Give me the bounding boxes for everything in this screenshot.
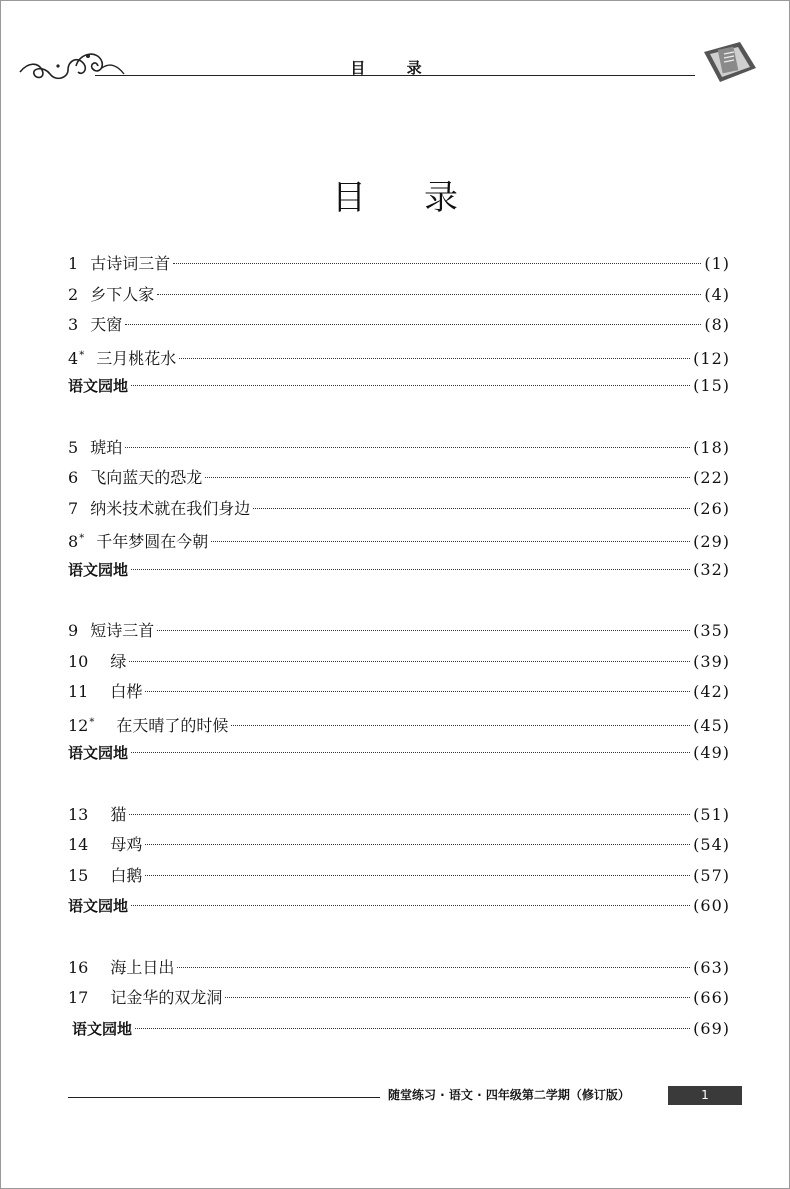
dot-leader xyxy=(125,324,701,325)
toc-entry-title: 白鹅 xyxy=(110,865,143,885)
toc-entry[interactable] xyxy=(68,616,730,647)
toc-entry-page: (29) xyxy=(693,532,730,551)
toc-entry-number: 2 xyxy=(68,284,79,304)
toc-entry-title: 语文园地 xyxy=(68,744,129,762)
dot-leader xyxy=(231,725,690,726)
dot-leader xyxy=(253,508,690,509)
toc-entry-title: 琥珀 xyxy=(90,437,123,457)
toc-entry-page: (12) xyxy=(693,348,730,368)
toc-entry-title: 语文园地 xyxy=(68,377,129,395)
dot-leader xyxy=(145,691,690,692)
toc-entry-page: (66) xyxy=(693,988,730,1007)
toc-entry-yuwen-garden[interactable] xyxy=(68,371,730,402)
toc-entry-page: (15) xyxy=(693,376,730,395)
toc-entry[interactable] xyxy=(68,830,730,861)
toc-entry[interactable] xyxy=(68,983,730,1014)
toc-entry-page: (60) xyxy=(693,896,730,915)
dot-leader xyxy=(129,661,690,662)
toc-entry-title: 飞向蓝天的恐龙 xyxy=(90,468,203,487)
toc-entry-number: 7 xyxy=(68,498,79,518)
toc-group xyxy=(68,249,730,402)
toc-entry[interactable] xyxy=(68,800,730,831)
dot-leader xyxy=(125,447,690,448)
toc-entry-title: 母鸡 xyxy=(110,835,143,854)
toc-group xyxy=(68,953,730,1045)
toc-entry-page: (8) xyxy=(704,315,730,334)
toc-entry-number: 4* xyxy=(68,348,85,368)
dot-leader xyxy=(135,1028,690,1029)
footer-book-title: 随堂练习 · 语文 · 四年级第二学期（修订版） xyxy=(388,1088,630,1102)
toc-entry[interactable] xyxy=(68,433,730,464)
toc-entry-page: (49) xyxy=(693,743,730,762)
dot-leader xyxy=(205,477,690,478)
toc-entry[interactable] xyxy=(68,249,730,280)
toc-entry-title: 海上日出 xyxy=(110,957,175,977)
book-scroll-icon xyxy=(700,38,760,86)
dot-leader xyxy=(225,997,690,998)
toc-entry-yuwen-garden[interactable] xyxy=(68,555,730,586)
dot-leader xyxy=(145,875,690,876)
toc-entry-page: (39) xyxy=(693,651,730,671)
toc-entry[interactable] xyxy=(68,524,730,555)
table-of-contents xyxy=(68,249,730,1044)
toc-entry-title: 古诗词三首 xyxy=(90,254,171,273)
dot-leader xyxy=(131,385,690,386)
dot-leader xyxy=(131,905,690,906)
toc-entry-number: 12* xyxy=(68,715,95,735)
toc-entry-title: 猫 xyxy=(110,804,127,824)
toc-entry-page: (45) xyxy=(693,715,730,735)
toc-entry-page: (32) xyxy=(693,559,730,579)
toc-entry-title: 绿 xyxy=(110,651,127,671)
toc-entry-page: (63) xyxy=(693,957,730,977)
toc-entry-yuwen-garden[interactable] xyxy=(68,891,730,922)
toc-entry[interactable] xyxy=(68,341,730,372)
toc-entry-title: 乡下人家 xyxy=(90,284,155,304)
toc-entry-number: 6 xyxy=(68,468,79,487)
toc-entry-page: (54) xyxy=(693,835,730,854)
toc-entry-title: 在天晴了的时候 xyxy=(116,715,229,735)
toc-entry-number: 15 xyxy=(68,865,89,885)
dot-leader xyxy=(157,630,690,631)
dot-leader xyxy=(131,569,690,570)
toc-entry-number: 5 xyxy=(68,437,79,457)
toc-entry-number: 14 xyxy=(68,835,89,854)
optional-lesson-star: * xyxy=(79,349,85,361)
dot-leader xyxy=(131,752,690,753)
page-number: 1 xyxy=(668,1086,742,1105)
toc-entry-title: 语文园地 xyxy=(68,897,129,915)
toc-entry[interactable] xyxy=(68,708,730,739)
toc-entry-title: 语文园地 xyxy=(72,1019,133,1038)
optional-lesson-star: * xyxy=(89,716,95,728)
toc-entry-title: 短诗三首 xyxy=(90,621,155,640)
toc-entry-title: 纳米技术就在我们身边 xyxy=(90,498,251,518)
toc-entry-number: 16 xyxy=(68,957,89,977)
toc-entry-page: (57) xyxy=(693,865,730,885)
toc-entry[interactable] xyxy=(68,953,730,984)
toc-entry-yuwen-garden[interactable] xyxy=(68,1014,730,1045)
toc-entry-number: 11 xyxy=(68,682,89,701)
toc-entry-page: (22) xyxy=(693,468,730,487)
footer-rule xyxy=(68,1097,380,1098)
page-title: 目录 xyxy=(332,178,516,218)
dot-leader xyxy=(177,967,690,968)
toc-entry-title: 语文园地 xyxy=(68,560,129,579)
toc-entry-page: (1) xyxy=(704,254,730,273)
toc-group xyxy=(68,616,730,769)
toc-entry[interactable] xyxy=(68,494,730,525)
toc-entry-number: 1 xyxy=(68,254,79,273)
toc-entry-page: (35) xyxy=(693,621,730,640)
toc-entry[interactable] xyxy=(68,280,730,311)
toc-entry-page: (4) xyxy=(704,284,730,304)
toc-entry-page: (69) xyxy=(693,1018,730,1038)
toc-entry-title: 记金华的双龙洞 xyxy=(110,988,223,1007)
toc-entry-yuwen-garden[interactable] xyxy=(68,738,730,769)
toc-entry-title: 白桦 xyxy=(110,682,143,701)
dot-leader xyxy=(173,263,701,264)
dot-leader xyxy=(211,541,690,542)
toc-entry[interactable] xyxy=(68,463,730,494)
toc-entry-number: 9 xyxy=(68,621,79,640)
toc-entry-page: (51) xyxy=(693,804,730,824)
dot-leader xyxy=(145,844,690,845)
toc-group xyxy=(68,800,730,922)
toc-entry[interactable] xyxy=(68,310,730,341)
toc-group xyxy=(68,433,730,586)
toc-entry-title: 天窗 xyxy=(90,315,123,334)
dot-leader xyxy=(179,358,690,359)
toc-entry-number: 17 xyxy=(68,988,89,1007)
toc-entry[interactable] xyxy=(68,677,730,708)
toc-entry-number: 10 xyxy=(68,651,89,671)
toc-entry-number: 3 xyxy=(68,315,79,334)
dot-leader xyxy=(129,814,690,815)
toc-entry-number: 13 xyxy=(68,804,89,824)
optional-lesson-star: * xyxy=(79,533,85,544)
toc-entry-page: (26) xyxy=(693,498,730,518)
dot-leader xyxy=(157,294,701,295)
running-title: 目 录 xyxy=(350,59,440,77)
toc-entry-title: 三月桃花水 xyxy=(96,348,177,368)
toc-entry-page: (18) xyxy=(693,437,730,457)
toc-entry-page: (42) xyxy=(693,682,730,701)
toc-entry-number: 8* xyxy=(68,532,85,551)
toc-entry[interactable] xyxy=(68,861,730,892)
toc-entry-title: 千年梦圆在今朝 xyxy=(96,532,209,551)
toc-entry[interactable] xyxy=(68,647,730,678)
